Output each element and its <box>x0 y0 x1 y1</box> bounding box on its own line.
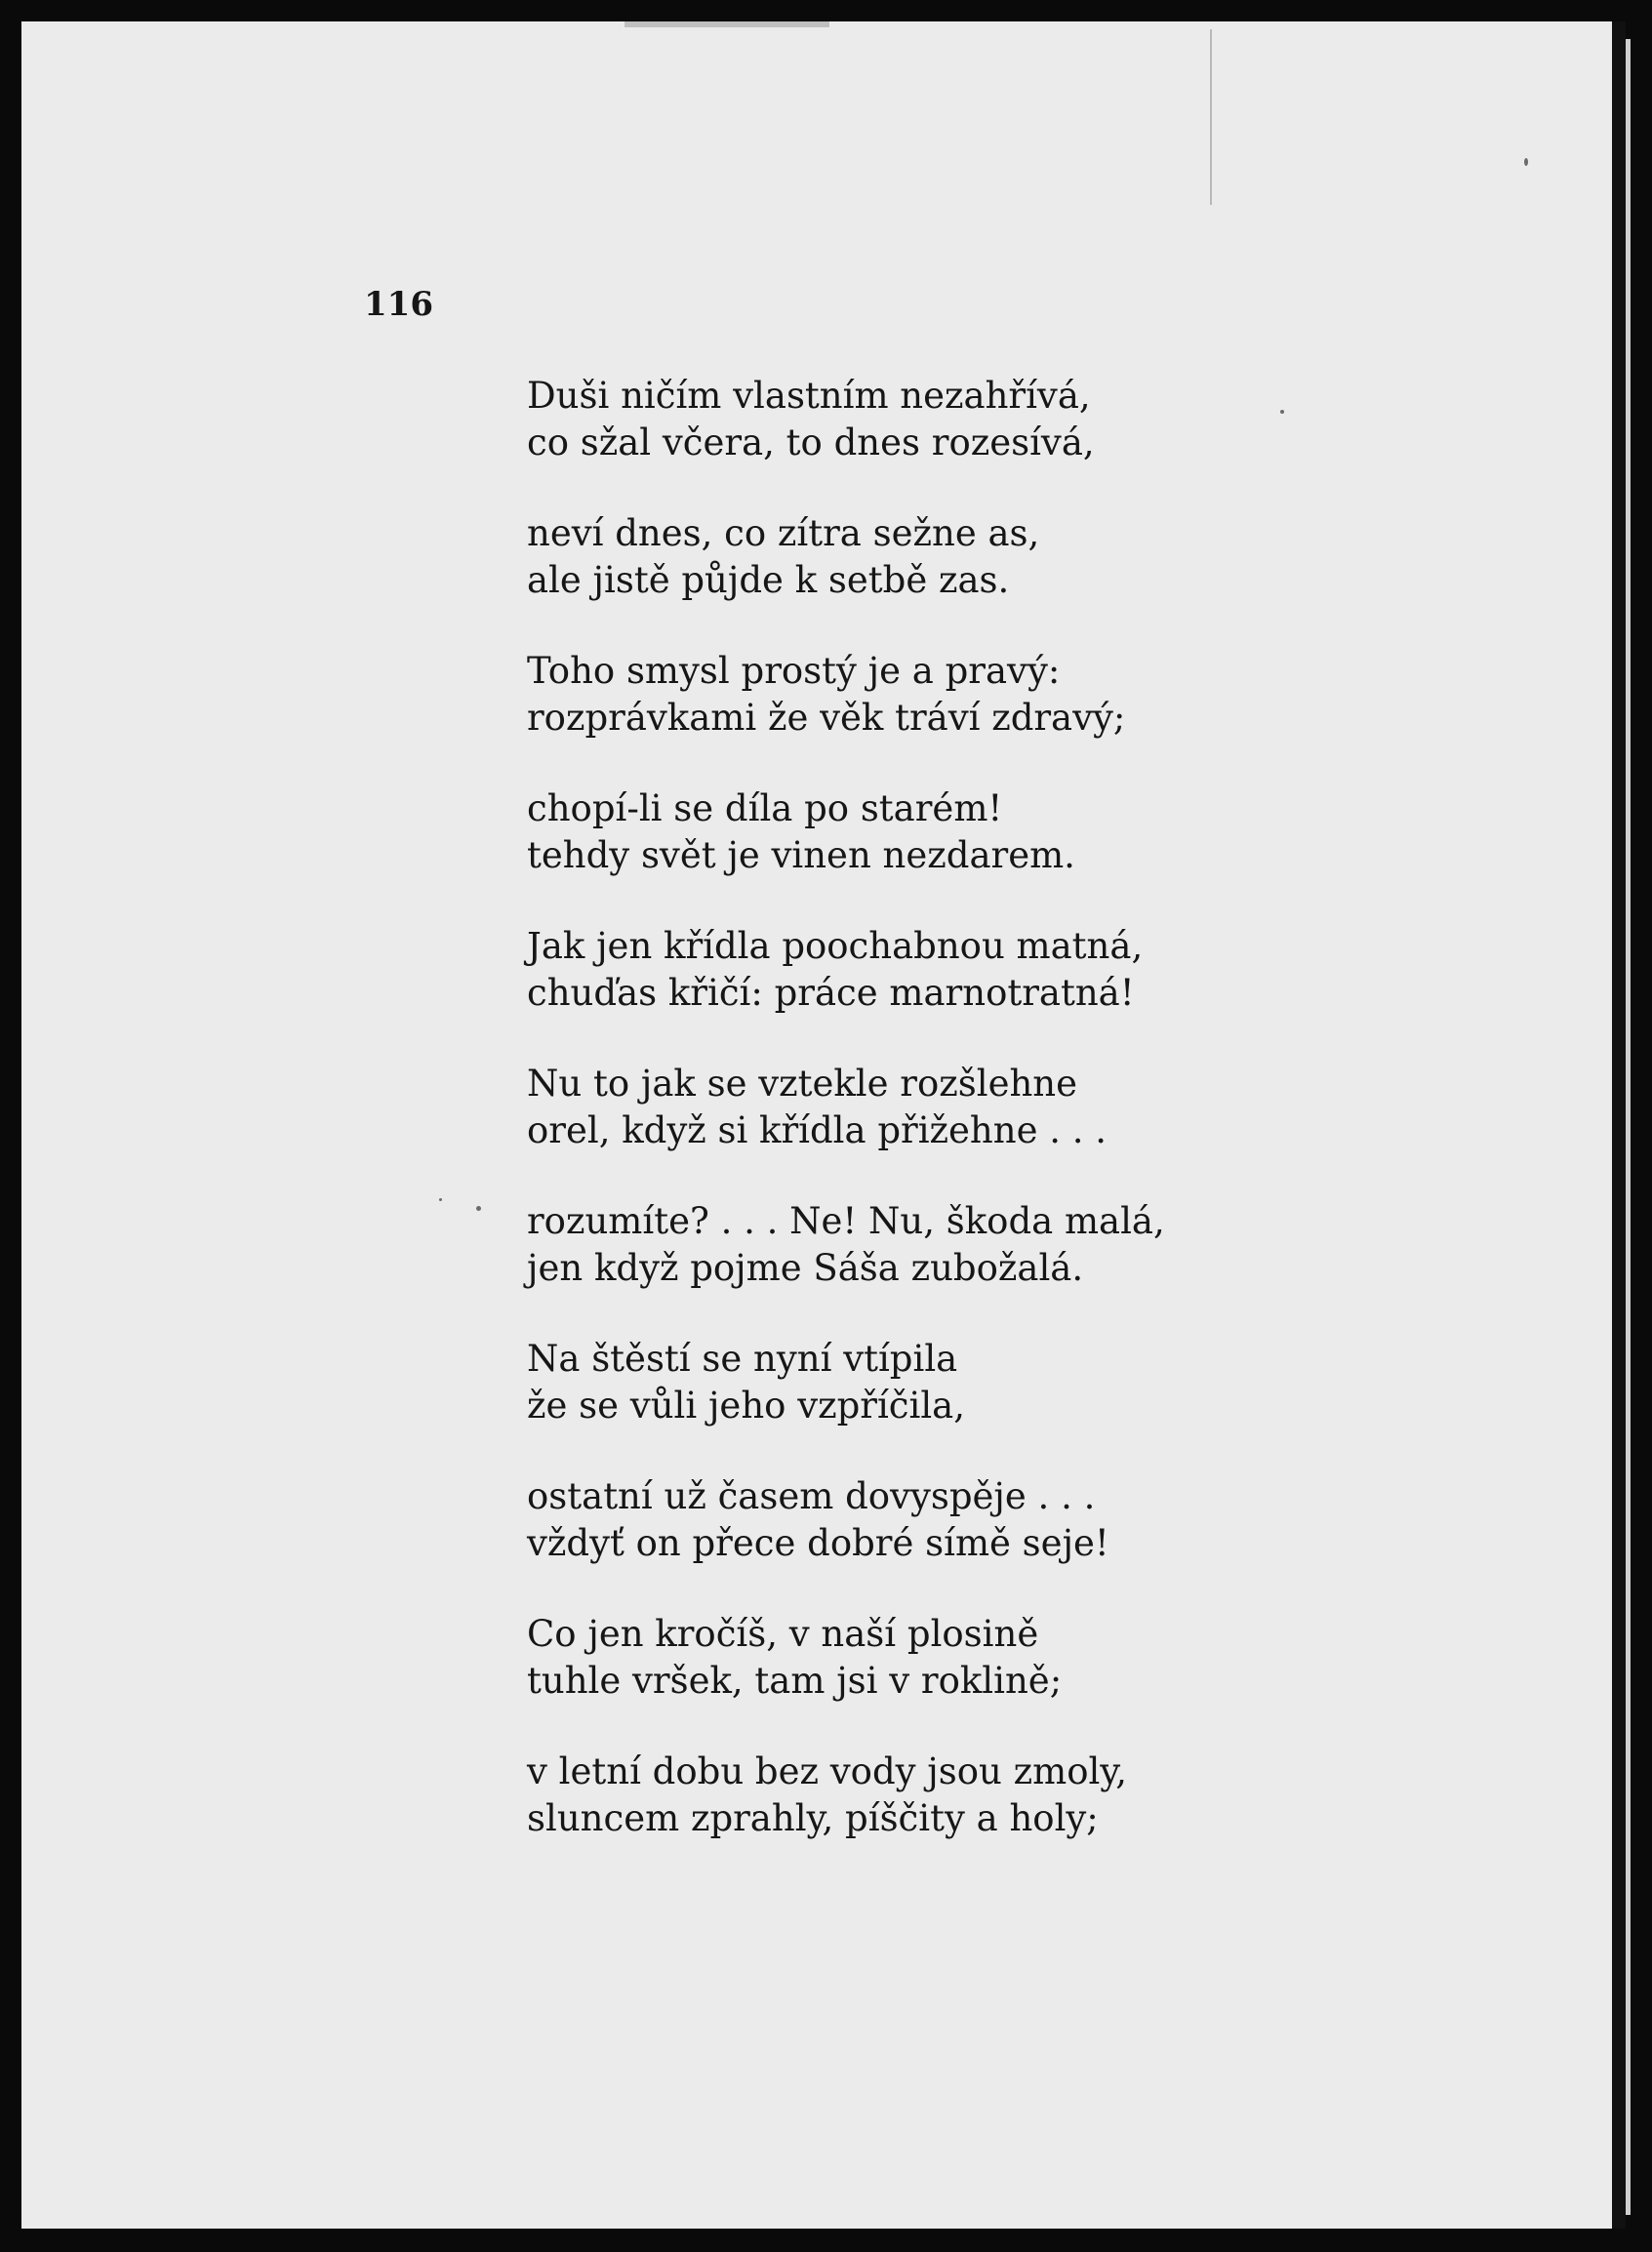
scan-border <box>1612 21 1626 2229</box>
verse-line: Nu to jak se vztekle rozšlehne <box>527 1063 1078 1105</box>
speck <box>1280 410 1284 414</box>
verse-line: Jak jen křídla poochabnou matná, <box>527 925 1144 967</box>
verse-line: orel, když si křídla přižehne . . . <box>527 1109 1108 1151</box>
speck <box>439 1198 442 1201</box>
stanza <box>527 1473 1269 1567</box>
stanza <box>527 1198 1269 1292</box>
adjacent-page-edge <box>1626 39 1631 2215</box>
scan-smudge <box>625 21 829 27</box>
page-number: 116 <box>364 285 433 324</box>
verse-line: chuďas křičí: práce marnotratná! <box>527 972 1135 1014</box>
stanza <box>527 1336 1269 1429</box>
verse-line: ale jistě půjde k setbě zas. <box>527 559 1010 601</box>
poem-body <box>527 373 1269 1886</box>
stanza <box>527 1061 1269 1154</box>
verse-line: v letní dobu bez vody jsou zmoly, <box>527 1750 1128 1792</box>
verse-line: chopí-li se díla po starém! <box>527 787 1003 829</box>
stanza <box>527 373 1269 466</box>
stanza <box>527 923 1269 1017</box>
verse-line: sluncem zprahly, píščity a holy; <box>527 1797 1099 1839</box>
verse-line: neví dnes, co zítra sežne as, <box>527 512 1040 554</box>
verse-line: Co jen kročíš, v naší plosině <box>527 1613 1039 1655</box>
verse-line: tehdy svět je vinen nezdarem. <box>527 834 1075 876</box>
fold-crease <box>1210 29 1212 205</box>
stanza <box>527 648 1269 742</box>
verse-line: Toho smysl prostý je a pravý: <box>527 650 1061 692</box>
stanza <box>527 1611 1269 1705</box>
speck <box>476 1206 481 1211</box>
verse-line: tuhle vršek, tam jsi v roklině; <box>527 1660 1063 1702</box>
verse-line: rozprávkami že věk tráví zdravý; <box>527 697 1126 739</box>
verse-line: vždyť on přece dobré símě seje! <box>527 1522 1109 1564</box>
verse-line: co sžal včera, to dnes rozesívá, <box>527 422 1095 463</box>
verse-line: Na štěstí se nyní vtípila <box>527 1338 958 1380</box>
stanza <box>527 510 1269 604</box>
verse-line: jen když pojme Sáša zubožalá. <box>527 1247 1084 1289</box>
verse-line: že se vůli jeho vzpříčila, <box>527 1385 966 1427</box>
stanza <box>527 785 1269 879</box>
verse-line: Duši ničím vlastním nezahřívá, <box>527 375 1091 417</box>
verse-line: ostatní už časem dovyspěje . . . <box>527 1475 1096 1517</box>
verse-line: rozumíte? . . . Ne! Nu, škoda malá, <box>527 1200 1165 1242</box>
speck <box>1524 158 1528 166</box>
stanza <box>527 1749 1269 1842</box>
